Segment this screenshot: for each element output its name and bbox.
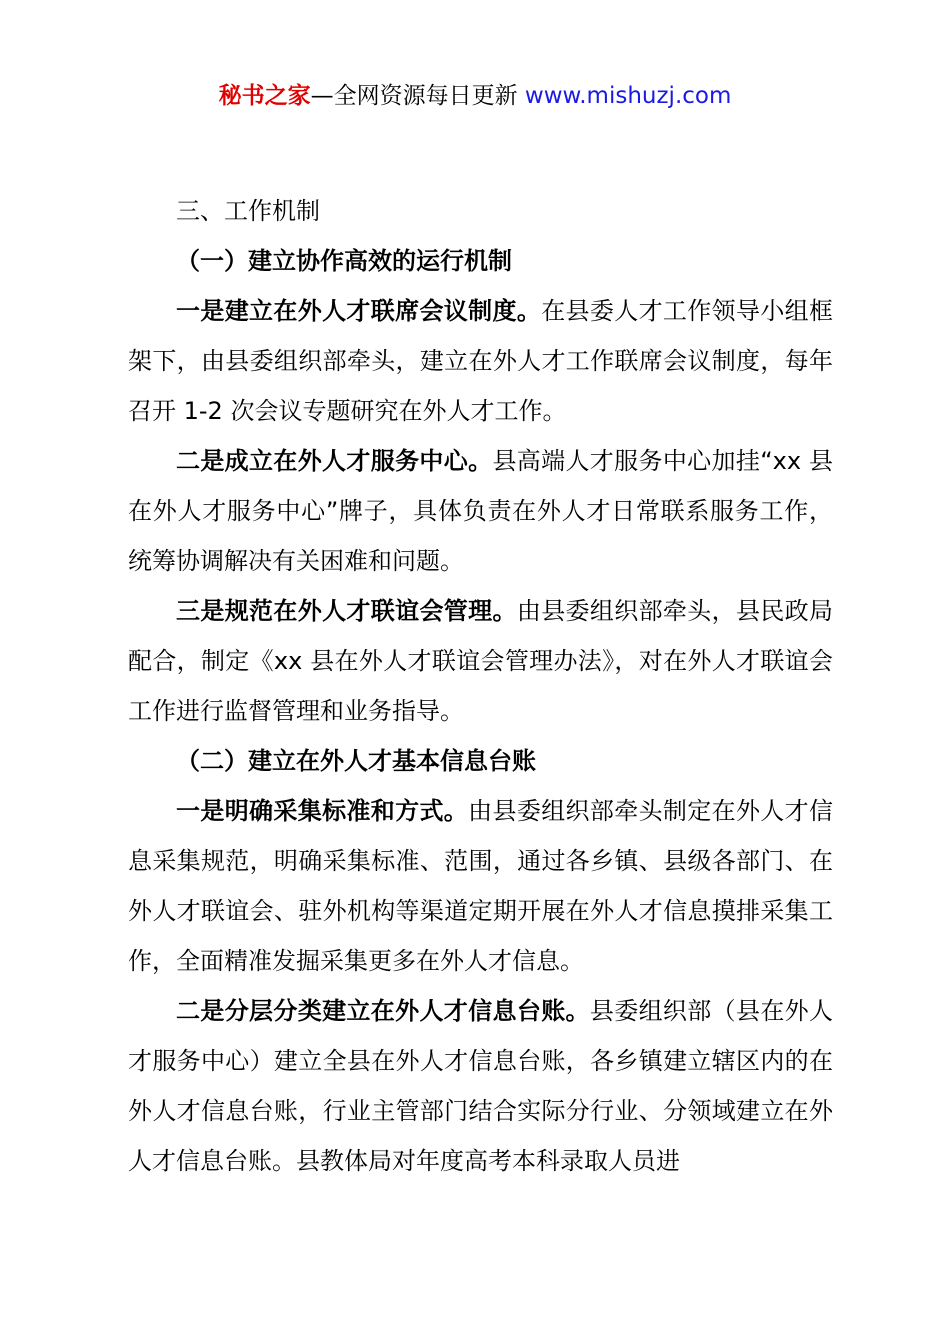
paragraph-text: 由县委组织部牵头制定在外人才信息采集规范，明确采集标准、范围，通过各乡镇、县级各部门、在外人才联谊会、驻外机构等渠道定期开展在外人才信息摸排采集工作，全面精准发掘采集更多在外人才信息。 — [128, 797, 834, 975]
paragraph-text: 县委组织部（县在外人才服务中心）建立全县在外人才信息台账，各乡镇建立辖区内的在外人才信息台账，行业主管部门结合实际分行业、分领域建立在外人才信息台账。县教体局对年度高考本科录取人员进 — [128, 997, 834, 1175]
paragraph-lead: 一是明确采集标准和方式。 — [176, 797, 469, 825]
paragraph — [128, 786, 833, 986]
paragraph-lead: 二是分层分类建立在外人才信息台账。 — [176, 997, 590, 1025]
paragraph-lead: 一是建立在外人才联席会议制度。 — [176, 297, 542, 325]
page-header — [0, 80, 950, 112]
paragraph — [128, 586, 833, 736]
paragraph-lead: 二是成立在外人才服务中心。 — [176, 447, 493, 475]
document-body — [128, 186, 833, 1186]
subsection-heading-1: （一）建立协作高效的运行机制 — [176, 247, 512, 275]
paragraph-text: 由县委组织部牵头，县民政局配合，制定《xx 县在外人才联谊会管理办法》，对在外人才联谊会工作进行监督管理和业务指导。 — [128, 597, 834, 725]
paragraph — [128, 436, 833, 586]
paragraph-text: 县高端人才服务中心加挂“xx 县在外人才服务中心”牌子，具体负责在外人才日常联系服务工作，统筹协调解决有关困难和问题。 — [128, 447, 834, 575]
header-url-link[interactable]: www.mishuzj.com — [524, 83, 732, 109]
paragraph — [128, 286, 833, 436]
paragraph-lead: 三是规范在外人才联谊会管理。 — [176, 597, 517, 625]
section-title: 三、工作机制 — [176, 197, 320, 225]
header-slogan: —全网资源每日更新 — [310, 83, 525, 109]
paragraph-text: 在县委人才工作领导小组框架下，由县委组织部牵头，建立在外人才工作联席会议制度，每年召开 1-2 次会议专题研究在外人才工作。 — [128, 297, 834, 425]
brand-name: 秘书之家 — [218, 83, 311, 109]
paragraph — [128, 986, 833, 1186]
subsection-heading-2: （二）建立在外人才基本信息台账 — [176, 747, 536, 775]
